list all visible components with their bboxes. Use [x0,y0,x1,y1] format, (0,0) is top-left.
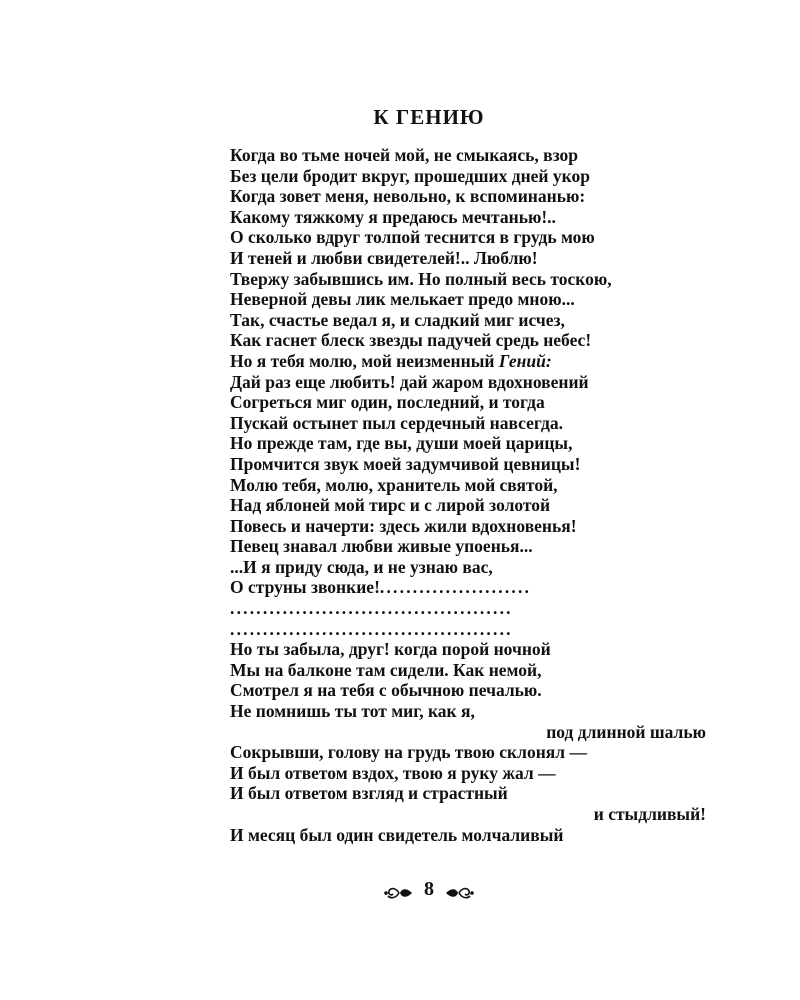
poem-line [230,536,706,557]
poem-line [230,577,706,598]
poem-line [230,701,706,722]
poem-line [230,392,706,413]
ellipsis-dots: ....................... [379,577,532,598]
poem-line-text: Смотрел я на тебя с обычною печалью. [230,680,542,701]
poem-line [230,825,706,846]
poem-line [230,413,706,434]
poem-line-text: Но прежде там, где вы, души моей царицы, [230,433,573,454]
poem-line-text: Согреться миг один, последний, и тогда [230,392,545,413]
poem-line [230,454,706,475]
poem-line-text: ...И я приду сюда, и не узнаю вас, [230,556,493,577]
page-number: 8 [424,878,434,901]
poem-line-text: Над яблоней мой тирс и с лирой золотой [230,495,551,516]
poem-line-text: Как гаснет блеск звезды падучей средь небес! [230,330,592,351]
poem-line-text: И был ответом взгляд и страстный [230,783,508,804]
poem-line [230,310,706,331]
poem-line [230,248,706,269]
poem-line-text: Промчится звук моей задумчивой цевницы! [230,453,581,474]
page-footer [0,876,800,901]
poem-line-text: Без цели бродит вкруг, прошедших дней укор [230,165,590,186]
poem-line [230,639,706,660]
poem-line-text: Когда во тьме ночей мой, не смыкаясь, взор [230,145,578,165]
poem-line [230,289,706,310]
poem-line [230,269,706,290]
poem-line-text: Мы на балконе там сидели. Как немой, [230,659,542,680]
poem-line [230,619,706,640]
poem-line [230,804,706,825]
poem-title: К ГЕНИЮ [373,105,485,129]
poem-line [230,516,706,537]
poem-line-text: О струны звонкие! [230,577,380,598]
poem-line [230,351,706,372]
poem-line [230,680,706,701]
poem-line [230,495,706,516]
poem-line [230,742,706,763]
poem-line-text: Дай раз еще любить! дай жаром вдохновений [230,371,589,392]
poem-line-text: Но ты забыла, друг! когда порой ночной [230,639,551,660]
poem-line [230,145,706,166]
poem-line [230,783,706,804]
poem-line [230,330,706,351]
poem-line [230,598,706,619]
poem-line [230,660,706,681]
poem-line [230,763,706,784]
poem-line [230,207,706,228]
poem-line-text: И месяц был один свидетель молчаливый [230,824,564,845]
poem-line-text: Какому тяжкому я предаюсь мечтанью!.. [230,206,556,227]
poem-line-text: под длинной шалью [546,721,706,742]
ellipsis-dots: ........................................... [230,618,513,639]
poem-line-text: Неверной девы лик мелькает предо мною... [230,289,575,310]
poem-line-text: Сокрывши, голову на грудь твою склонял — [230,742,587,763]
poem-line-text: Не помнишь ты тот миг, как я, [230,701,475,722]
poem-line-text: Повесь и начерти: здесь жили вдохновенья! [230,515,577,536]
fleuron-right-icon [445,882,475,896]
ellipsis-dots: ........................................... [230,598,513,619]
poem-line [230,372,706,393]
poem-line-text: Пускай остынет пыл сердечный навсегда. [230,412,563,433]
poem-line-text: И был ответом вздох, твою я руку жал — [230,762,556,783]
poem-line [230,186,706,207]
poem-line-text: И теней и любви свидетелей!.. Люблю! [230,247,538,268]
poem-line [230,433,706,454]
poem-line-text: О сколько вдруг толпой теснится в грудь мою [230,227,595,248]
poem-line [230,722,706,743]
fleuron-left-icon [383,882,413,896]
poem-line-text: Певец знавал любви живые упоенья... [230,536,533,557]
poem-line-text: Но я тебя молю, мой неизменный [230,350,499,371]
poem-line-text: Твержу забывшись им. Но полный весь тоскою, [230,268,612,289]
poem-line-text: Молю тебя, молю, хранитель мой святой, [230,474,558,495]
poem-line-text: Когда зовет меня, невольно, к вспоминанью: [230,186,586,207]
poem-line-text: Так, счастье ведал я, и сладкий миг исчез, [230,309,565,330]
poem-line-italic: Гений: [498,350,552,371]
poem-line [230,227,706,248]
poem-line-text: и стыдливый! [593,804,706,824]
poem-line [230,475,706,496]
poem-line [230,557,706,578]
poem-body [230,145,706,845]
poem-line [230,166,706,187]
